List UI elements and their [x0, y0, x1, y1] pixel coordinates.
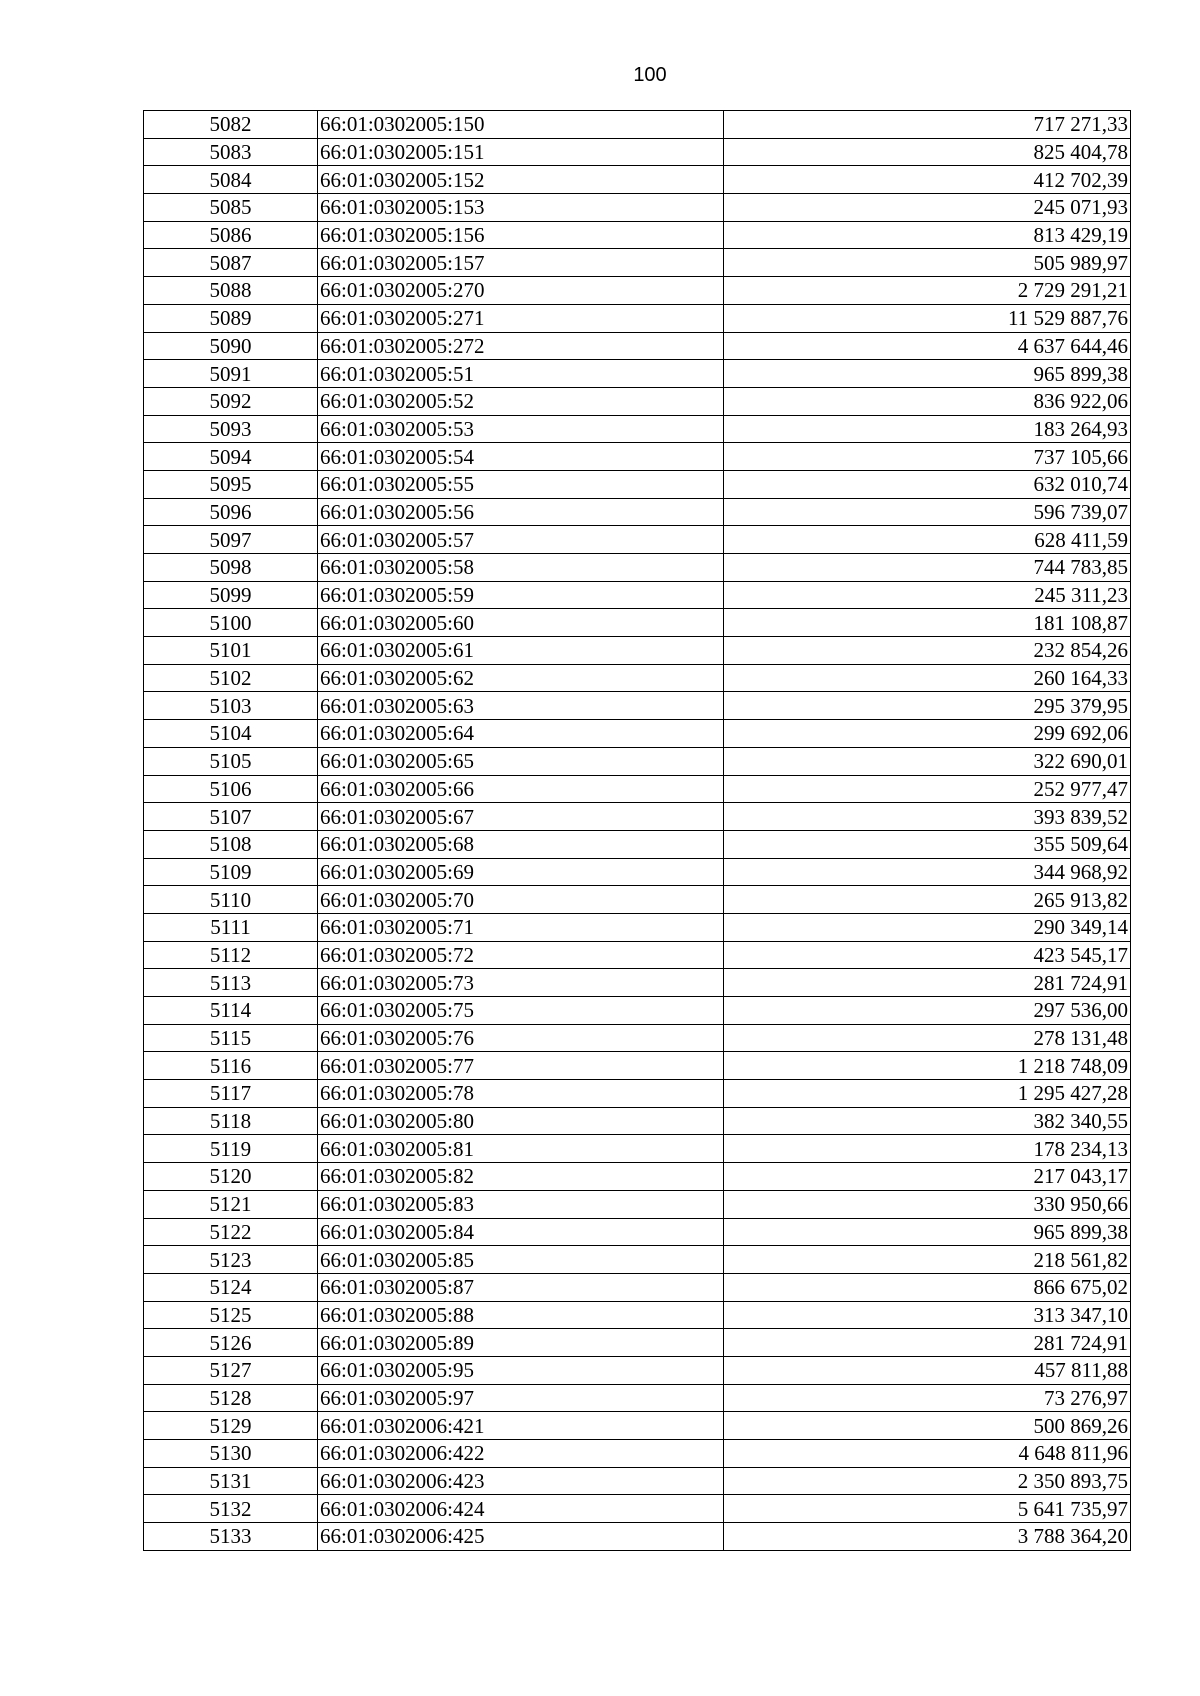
- row-number-cell: 5098: [144, 554, 318, 582]
- cadastral-value-cell: 181 108,87: [724, 609, 1131, 637]
- cadastral-number-cell: 66:01:0302005:78: [318, 1080, 724, 1108]
- cadastral-value-cell: 866 675,02: [724, 1273, 1131, 1301]
- table-row: [144, 1273, 1131, 1301]
- cadastral-number-cell: 66:01:0302005:59: [318, 581, 724, 609]
- row-number-cell: 5083: [144, 138, 318, 166]
- cadastral-value-cell: 290 349,14: [724, 913, 1131, 941]
- cadastral-number-cell: 66:01:0302006:423: [318, 1467, 724, 1495]
- cadastral-value-cell: 628 411,59: [724, 526, 1131, 554]
- row-number-cell: 5095: [144, 470, 318, 498]
- cadastral-value-cell: 281 724,91: [724, 1329, 1131, 1357]
- cadastral-number-cell: 66:01:0302005:51: [318, 360, 724, 388]
- cadastral-value-cell: 744 783,85: [724, 554, 1131, 582]
- row-number-cell: 5111: [144, 913, 318, 941]
- cadastral-number-cell: 66:01:0302005:70: [318, 886, 724, 914]
- cadastral-number-cell: 66:01:0302005:67: [318, 803, 724, 831]
- cadastral-value-cell: 73 276,97: [724, 1384, 1131, 1412]
- row-number-cell: 5125: [144, 1301, 318, 1329]
- cadastral-value-cell: 813 429,19: [724, 221, 1131, 249]
- cadastral-number-cell: 66:01:0302005:52: [318, 387, 724, 415]
- cadastral-number-cell: 66:01:0302005:153: [318, 194, 724, 222]
- cadastral-number-cell: 66:01:0302005:62: [318, 664, 724, 692]
- table-row: [144, 1218, 1131, 1246]
- table-row: [144, 554, 1131, 582]
- cadastral-number-cell: 66:01:0302005:271: [318, 304, 724, 332]
- table-row: [144, 415, 1131, 443]
- table-row: [144, 1107, 1131, 1135]
- table-row: [144, 498, 1131, 526]
- table-row: [144, 138, 1131, 166]
- table-row: [144, 1052, 1131, 1080]
- cadastral-value-cell: 825 404,78: [724, 138, 1131, 166]
- cadastral-value-cell: 252 977,47: [724, 775, 1131, 803]
- row-number-cell: 5091: [144, 360, 318, 388]
- cadastral-number-cell: 66:01:0302005:82: [318, 1163, 724, 1191]
- row-number-cell: 5118: [144, 1107, 318, 1135]
- cadastral-value-cell: 297 536,00: [724, 997, 1131, 1025]
- row-number-cell: 5120: [144, 1163, 318, 1191]
- table-row: [144, 194, 1131, 222]
- cadastral-value-cell: 457 811,88: [724, 1356, 1131, 1384]
- cadastral-value-cell: 965 899,38: [724, 360, 1131, 388]
- cadastral-value-cell: 278 131,48: [724, 1024, 1131, 1052]
- cadastral-value-cell: 393 839,52: [724, 803, 1131, 831]
- cadastral-value-cell: 382 340,55: [724, 1107, 1131, 1135]
- cadastral-number-cell: 66:01:0302006:421: [318, 1412, 724, 1440]
- cadastral-value-cell: 423 545,17: [724, 941, 1131, 969]
- table-row: [144, 747, 1131, 775]
- row-number-cell: 5092: [144, 387, 318, 415]
- cadastral-number-cell: 66:01:0302005:76: [318, 1024, 724, 1052]
- cadastral-number-cell: 66:01:0302005:61: [318, 637, 724, 665]
- cadastral-number-cell: 66:01:0302005:75: [318, 997, 724, 1025]
- cadastral-number-cell: 66:01:0302005:151: [318, 138, 724, 166]
- table-row: [144, 1412, 1131, 1440]
- cadastral-value-cell: 183 264,93: [724, 415, 1131, 443]
- cadastral-number-cell: 66:01:0302005:58: [318, 554, 724, 582]
- cadastral-number-cell: 66:01:0302005:80: [318, 1107, 724, 1135]
- row-number-cell: 5112: [144, 941, 318, 969]
- cadastral-value-cell: 245 071,93: [724, 194, 1131, 222]
- table-row: [144, 969, 1131, 997]
- row-number-cell: 5102: [144, 664, 318, 692]
- table-row: [144, 111, 1131, 139]
- row-number-cell: 5132: [144, 1495, 318, 1523]
- cadastral-number-cell: 66:01:0302005:85: [318, 1246, 724, 1274]
- cadastral-value-cell: 178 234,13: [724, 1135, 1131, 1163]
- cadastral-number-cell: 66:01:0302005:89: [318, 1329, 724, 1357]
- cadastral-value-table: [143, 110, 1131, 1551]
- cadastral-value-cell: 4 637 644,46: [724, 332, 1131, 360]
- row-number-cell: 5097: [144, 526, 318, 554]
- cadastral-number-cell: 66:01:0302005:54: [318, 443, 724, 471]
- cadastral-value-cell: 330 950,66: [724, 1190, 1131, 1218]
- cadastral-value-cell: 265 913,82: [724, 886, 1131, 914]
- cadastral-value-cell: 3 788 364,20: [724, 1523, 1131, 1551]
- table-row: [144, 858, 1131, 886]
- cadastral-number-cell: 66:01:0302005:57: [318, 526, 724, 554]
- table-row: [144, 1301, 1131, 1329]
- cadastral-value-cell: 217 043,17: [724, 1163, 1131, 1191]
- cadastral-number-cell: 66:01:0302005:65: [318, 747, 724, 775]
- table-row: [144, 360, 1131, 388]
- table-row: [144, 1135, 1131, 1163]
- table-row: [144, 913, 1131, 941]
- table-row: [144, 304, 1131, 332]
- cadastral-value-cell: 1 218 748,09: [724, 1052, 1131, 1080]
- cadastral-value-cell: 632 010,74: [724, 470, 1131, 498]
- table-row: [144, 1467, 1131, 1495]
- cadastral-value-cell: 245 311,23: [724, 581, 1131, 609]
- row-number-cell: 5087: [144, 249, 318, 277]
- row-number-cell: 5113: [144, 969, 318, 997]
- row-number-cell: 5126: [144, 1329, 318, 1357]
- row-number-cell: 5104: [144, 720, 318, 748]
- row-number-cell: 5131: [144, 1467, 318, 1495]
- cadastral-number-cell: 66:01:0302006:422: [318, 1440, 724, 1468]
- cadastral-number-cell: 66:01:0302005:71: [318, 913, 724, 941]
- cadastral-number-cell: 66:01:0302005:270: [318, 277, 724, 305]
- cadastral-number-cell: 66:01:0302005:73: [318, 969, 724, 997]
- table-row: [144, 1356, 1131, 1384]
- cadastral-number-cell: 66:01:0302005:83: [318, 1190, 724, 1218]
- cadastral-number-cell: 66:01:0302005:81: [318, 1135, 724, 1163]
- cadastral-number-cell: 66:01:0302005:64: [318, 720, 724, 748]
- row-number-cell: 5119: [144, 1135, 318, 1163]
- row-number-cell: 5130: [144, 1440, 318, 1468]
- row-number-cell: 5128: [144, 1384, 318, 1412]
- table-row: [144, 470, 1131, 498]
- row-number-cell: 5089: [144, 304, 318, 332]
- table-body: [144, 111, 1131, 1551]
- row-number-cell: 5123: [144, 1246, 318, 1274]
- table-row: [144, 1163, 1131, 1191]
- row-number-cell: 5127: [144, 1356, 318, 1384]
- row-number-cell: 5090: [144, 332, 318, 360]
- row-number-cell: 5117: [144, 1080, 318, 1108]
- cadastral-value-cell: 412 702,39: [724, 166, 1131, 194]
- table-row: [144, 581, 1131, 609]
- cadastral-number-cell: 66:01:0302005:66: [318, 775, 724, 803]
- row-number-cell: 5109: [144, 858, 318, 886]
- cadastral-value-cell: 232 854,26: [724, 637, 1131, 665]
- table-row: [144, 1190, 1131, 1218]
- cadastral-value-cell: 322 690,01: [724, 747, 1131, 775]
- table-row: [144, 830, 1131, 858]
- table-row: [144, 803, 1131, 831]
- table-row: [144, 720, 1131, 748]
- row-number-cell: 5086: [144, 221, 318, 249]
- row-number-cell: 5094: [144, 443, 318, 471]
- row-number-cell: 5116: [144, 1052, 318, 1080]
- cadastral-value-cell: 500 869,26: [724, 1412, 1131, 1440]
- table-row: [144, 1024, 1131, 1052]
- cadastral-number-cell: 66:01:0302005:77: [318, 1052, 724, 1080]
- table-row: [144, 1080, 1131, 1108]
- cadastral-value-cell: 5 641 735,97: [724, 1495, 1131, 1523]
- table-row: [144, 1329, 1131, 1357]
- cadastral-value-cell: 313 347,10: [724, 1301, 1131, 1329]
- row-number-cell: 5122: [144, 1218, 318, 1246]
- cadastral-value-cell: 260 164,33: [724, 664, 1131, 692]
- table-row: [144, 637, 1131, 665]
- cadastral-value-cell: 295 379,95: [724, 692, 1131, 720]
- cadastral-number-cell: 66:01:0302006:424: [318, 1495, 724, 1523]
- cadastral-number-cell: 66:01:0302005:157: [318, 249, 724, 277]
- cadastral-number-cell: 66:01:0302005:95: [318, 1356, 724, 1384]
- row-number-cell: 5108: [144, 830, 318, 858]
- table-row: [144, 1440, 1131, 1468]
- row-number-cell: 5105: [144, 747, 318, 775]
- row-number-cell: 5115: [144, 1024, 318, 1052]
- table-row: [144, 526, 1131, 554]
- cadastral-value-cell: 965 899,38: [724, 1218, 1131, 1246]
- table-row: [144, 1384, 1131, 1412]
- table-row: [144, 249, 1131, 277]
- row-number-cell: 5088: [144, 277, 318, 305]
- cadastral-value-cell: 218 561,82: [724, 1246, 1131, 1274]
- cadastral-number-cell: 66:01:0302005:272: [318, 332, 724, 360]
- row-number-cell: 5103: [144, 692, 318, 720]
- table-row: [144, 692, 1131, 720]
- table-row: [144, 1246, 1131, 1274]
- cadastral-value-cell: 836 922,06: [724, 387, 1131, 415]
- cadastral-number-cell: 66:01:0302005:68: [318, 830, 724, 858]
- row-number-cell: 5129: [144, 1412, 318, 1440]
- table-row: [144, 443, 1131, 471]
- row-number-cell: 5106: [144, 775, 318, 803]
- table-row: [144, 332, 1131, 360]
- row-number-cell: 5082: [144, 111, 318, 139]
- cadastral-value-cell: 4 648 811,96: [724, 1440, 1131, 1468]
- cadastral-number-cell: 66:01:0302005:156: [318, 221, 724, 249]
- cadastral-number-cell: 66:01:0302005:53: [318, 415, 724, 443]
- row-number-cell: 5096: [144, 498, 318, 526]
- row-number-cell: 5100: [144, 609, 318, 637]
- table-row: [144, 997, 1131, 1025]
- cadastral-number-cell: 66:01:0302005:84: [318, 1218, 724, 1246]
- table-row: [144, 387, 1131, 415]
- cadastral-number-cell: 66:01:0302005:60: [318, 609, 724, 637]
- cadastral-value-cell: 717 271,33: [724, 111, 1131, 139]
- cadastral-value-cell: 596 739,07: [724, 498, 1131, 526]
- cadastral-value-cell: 1 295 427,28: [724, 1080, 1131, 1108]
- cadastral-number-cell: 66:01:0302005:69: [318, 858, 724, 886]
- table-row: [144, 1495, 1131, 1523]
- row-number-cell: 5110: [144, 886, 318, 914]
- cadastral-value-cell: 737 105,66: [724, 443, 1131, 471]
- table-row: [144, 1523, 1131, 1551]
- cadastral-number-cell: 66:01:0302005:72: [318, 941, 724, 969]
- cadastral-number-cell: 66:01:0302005:97: [318, 1384, 724, 1412]
- row-number-cell: 5121: [144, 1190, 318, 1218]
- cadastral-value-cell: 2 729 291,21: [724, 277, 1131, 305]
- page-number: 100: [633, 64, 667, 86]
- row-number-cell: 5114: [144, 997, 318, 1025]
- cadastral-number-cell: 66:01:0302006:425: [318, 1523, 724, 1551]
- table-row: [144, 775, 1131, 803]
- cadastral-number-cell: 66:01:0302005:150: [318, 111, 724, 139]
- row-number-cell: 5085: [144, 194, 318, 222]
- row-number-cell: 5093: [144, 415, 318, 443]
- cadastral-value-cell: 505 989,97: [724, 249, 1131, 277]
- cadastral-value-cell: 281 724,91: [724, 969, 1131, 997]
- table-row: [144, 221, 1131, 249]
- table-row: [144, 609, 1131, 637]
- table-row: [144, 886, 1131, 914]
- cadastral-number-cell: 66:01:0302005:152: [318, 166, 724, 194]
- table-row: [144, 166, 1131, 194]
- cadastral-value-cell: 344 968,92: [724, 858, 1131, 886]
- table-row: [144, 664, 1131, 692]
- table-row: [144, 277, 1131, 305]
- cadastral-value-cell: 355 509,64: [724, 830, 1131, 858]
- cadastral-number-cell: 66:01:0302005:55: [318, 470, 724, 498]
- row-number-cell: 5084: [144, 166, 318, 194]
- row-number-cell: 5107: [144, 803, 318, 831]
- cadastral-number-cell: 66:01:0302005:87: [318, 1273, 724, 1301]
- cadastral-value-cell: 11 529 887,76: [724, 304, 1131, 332]
- table-row: [144, 941, 1131, 969]
- cadastral-number-cell: 66:01:0302005:88: [318, 1301, 724, 1329]
- cadastral-value-cell: 2 350 893,75: [724, 1467, 1131, 1495]
- cadastral-value-cell: 299 692,06: [724, 720, 1131, 748]
- cadastral-number-cell: 66:01:0302005:56: [318, 498, 724, 526]
- row-number-cell: 5101: [144, 637, 318, 665]
- row-number-cell: 5099: [144, 581, 318, 609]
- cadastral-number-cell: 66:01:0302005:63: [318, 692, 724, 720]
- row-number-cell: 5133: [144, 1523, 318, 1551]
- row-number-cell: 5124: [144, 1273, 318, 1301]
